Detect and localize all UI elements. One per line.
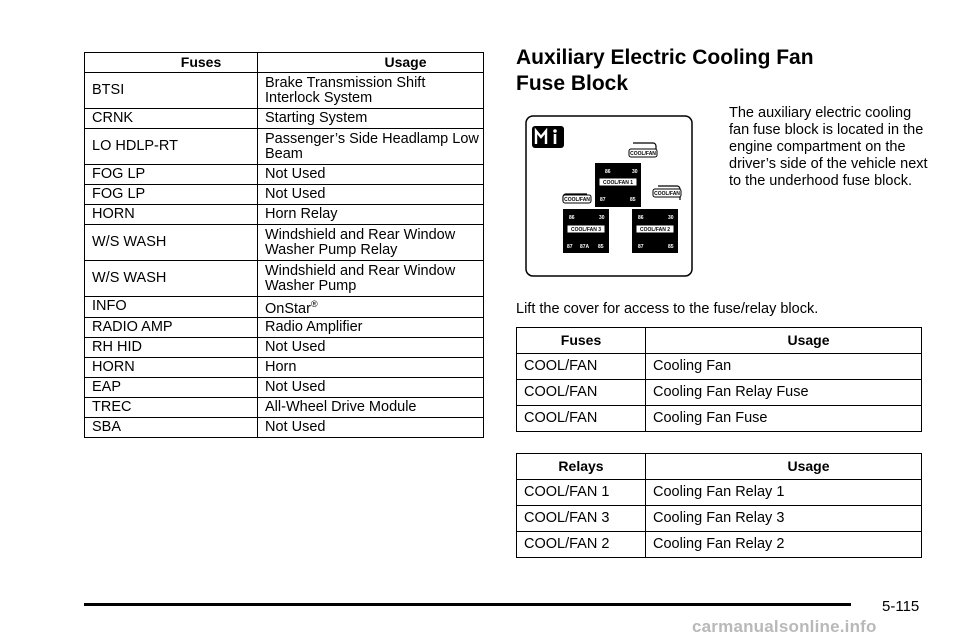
cooling-fan-fuses-table xyxy=(516,327,922,432)
cooling-fan-relays-table xyxy=(516,453,922,558)
usage-cell xyxy=(258,205,484,225)
fuses-usage-table xyxy=(84,52,484,438)
table-body xyxy=(85,73,484,438)
fuse-name-cell: RH HID xyxy=(85,337,258,357)
table-row xyxy=(517,506,922,532)
table-row xyxy=(85,165,484,185)
relay-name-cell: COOL/FAN 2 xyxy=(517,532,646,558)
section-heading-line-1: Auxiliary Electric Cooling Fan xyxy=(516,46,814,69)
usage-cell xyxy=(258,73,484,109)
fuse-name-cell: RADIO AMP xyxy=(85,317,258,337)
svg-text:85: 85 xyxy=(668,244,674,250)
usage-cell xyxy=(258,317,484,337)
table-row xyxy=(85,417,484,437)
fuse-name-cell: COOL/FAN xyxy=(517,380,646,406)
table-row xyxy=(85,337,484,357)
instruction-text: Lift the cover for access to the fuse/relay block. xyxy=(516,301,819,317)
relay-label: COOL/FAN 2 xyxy=(639,227,671,233)
usage-cell: Cooling Fan xyxy=(646,354,922,380)
usage-text: Starting System xyxy=(265,110,368,126)
usage-cell xyxy=(258,185,484,205)
table-row xyxy=(517,532,922,558)
footer-rule xyxy=(84,603,851,606)
usage-cell xyxy=(258,337,484,357)
usage-text: Brake Transmission Shift Interlock System xyxy=(265,74,426,106)
fuse-name-cell: COOL/FAN xyxy=(517,354,646,380)
table-row xyxy=(85,185,484,205)
fuse-name-cell: COOL/FAN xyxy=(517,406,646,432)
usage-text: Horn Relay xyxy=(265,206,338,222)
svg-text:86: 86 xyxy=(569,215,575,221)
fuse-name-cell: CRNK xyxy=(85,109,258,129)
fuse-name-cell: W/S WASH xyxy=(85,225,258,261)
usage-text: Not Used xyxy=(265,186,326,202)
usage-cell: Cooling Fan Relay 2 xyxy=(646,532,922,558)
registered-mark: ® xyxy=(310,299,318,309)
fuse-name-cell: EAP xyxy=(85,377,258,397)
usage-text: Not Used xyxy=(265,378,326,395)
column-header-fuses: Fuses xyxy=(517,328,646,354)
usage-cell xyxy=(258,397,484,417)
table-row xyxy=(85,397,484,417)
usage-cell xyxy=(258,297,484,318)
fuse-name-cell: TREC xyxy=(85,397,258,417)
fuse-name-cell: FOG LP xyxy=(85,165,258,185)
svg-text:87: 87 xyxy=(638,244,644,250)
fuse-label: COOL/FAN xyxy=(654,191,680,197)
section-heading-line-2: Fuse Block xyxy=(516,72,629,95)
fuse-name-cell: HORN xyxy=(85,357,258,377)
fuse-label: COOL/FAN xyxy=(630,151,656,157)
usage-text: Not Used xyxy=(265,338,326,355)
relay-name-cell: COOL/FAN 3 xyxy=(517,506,646,532)
usage-cell xyxy=(258,357,484,377)
usage-cell xyxy=(258,417,484,437)
table-row xyxy=(85,317,484,337)
usage-cell xyxy=(258,377,484,397)
table-header-row xyxy=(517,454,922,480)
table-row xyxy=(85,261,484,297)
fuse-name-cell: FOG LP xyxy=(85,185,258,205)
table-row xyxy=(517,380,922,406)
svg-text:87: 87 xyxy=(567,244,573,250)
table-row xyxy=(85,205,484,225)
fuse-name-cell: LO HDLP-RT xyxy=(85,129,258,165)
svg-text:87: 87 xyxy=(600,197,606,203)
fuse-name-cell: HORN xyxy=(85,205,258,225)
table-row xyxy=(85,73,484,109)
usage-text: Windshield and Rear Window Washer Pump Relay xyxy=(265,226,456,258)
usage-cell: Cooling Fan Relay Fuse xyxy=(646,380,922,406)
fuse-name-cell: INFO xyxy=(85,297,258,318)
usage-text: Horn xyxy=(265,358,297,375)
usage-cell xyxy=(258,225,484,261)
table-row xyxy=(85,129,484,165)
usage-text: Windshield and Rear Window Washer Pump xyxy=(265,262,456,294)
table-row xyxy=(85,225,484,261)
usage-text: Radio Amplifier xyxy=(265,318,363,335)
svg-text:30: 30 xyxy=(668,215,674,221)
usage-text: OnStar xyxy=(265,300,311,317)
column-header-usage: Usage xyxy=(258,53,484,73)
fuse-name-cell: SBA xyxy=(85,417,258,437)
table-row xyxy=(517,480,922,506)
relay-cool-fan-2 xyxy=(632,209,678,253)
fuse-label: COOL/FAN xyxy=(564,197,590,203)
relay-label: COOL/FAN 3 xyxy=(570,227,602,233)
column-header-relays: Relays xyxy=(517,454,646,480)
watermark: carmanualsonline.info xyxy=(692,617,877,636)
svg-text:86: 86 xyxy=(638,215,644,221)
usage-cell xyxy=(258,261,484,297)
table-row xyxy=(517,354,922,380)
svg-text:30: 30 xyxy=(599,215,605,221)
usage-text: Not Used xyxy=(265,418,326,435)
svg-text:30: 30 xyxy=(632,169,638,175)
fuse-name-cell: W/S WASH xyxy=(85,261,258,297)
table-row xyxy=(85,357,484,377)
usage-cell xyxy=(258,165,484,185)
svg-text:87A: 87A xyxy=(580,244,590,250)
column-header-fuses: Fuses xyxy=(85,53,258,73)
svg-text:85: 85 xyxy=(630,197,636,203)
relay-cool-fan-3 xyxy=(563,209,609,253)
svg-text:85: 85 xyxy=(598,244,604,250)
usage-cell: Cooling Fan Relay 3 xyxy=(646,506,922,532)
fuse-name-cell: BTSI xyxy=(85,73,258,109)
relay-label: COOL/FAN 1 xyxy=(602,180,634,186)
column-header-usage: Usage xyxy=(646,454,922,480)
fuse-cool-fan-left xyxy=(563,194,591,203)
table-row xyxy=(85,297,484,318)
fuse-block-diagram xyxy=(525,115,693,277)
svg-text:86: 86 xyxy=(605,169,611,175)
page-number: 5-115 xyxy=(882,598,920,615)
usage-cell xyxy=(258,129,484,165)
table-header-row xyxy=(517,328,922,354)
usage-text: Not Used xyxy=(265,166,326,182)
owner-manual-icon xyxy=(532,126,564,148)
relay-name-cell: COOL/FAN 1 xyxy=(517,480,646,506)
table-header-row xyxy=(85,53,484,73)
column-header-usage: Usage xyxy=(646,328,922,354)
table-row xyxy=(517,406,922,432)
table-row xyxy=(85,377,484,397)
usage-text: Passenger’s Side Headlamp Low Beam xyxy=(265,130,479,162)
usage-text: All-Wheel Drive Module xyxy=(265,398,417,415)
relay-cool-fan-1 xyxy=(595,163,641,207)
usage-cell: Cooling Fan Relay 1 xyxy=(646,480,922,506)
usage-cell: Cooling Fan Fuse xyxy=(646,406,922,432)
usage-cell xyxy=(258,109,484,129)
table-row xyxy=(85,109,484,129)
intro-paragraph: The auxiliary electric cooling fan fuse block is located in the engine compartment on the driver’s side of the vehicle next to the underhood fuse block. xyxy=(729,105,928,189)
